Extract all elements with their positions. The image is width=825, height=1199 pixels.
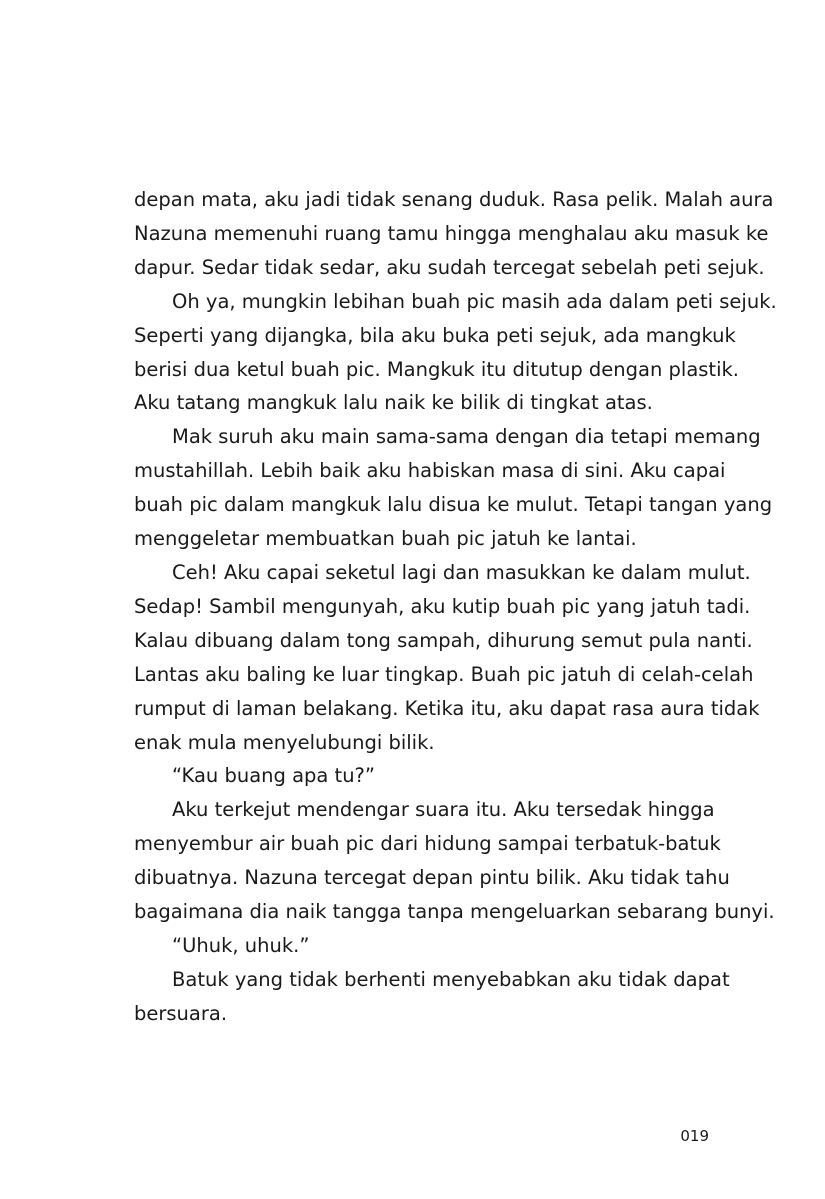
text-line: “Kau buang apa tu?” — [172, 764, 376, 788]
text-line: Aku tatang mangkuk lalu naik ke bilik di tingkat atas. — [134, 391, 653, 415]
text-line: menyembur air buah pic dari hidung sampai terbatuk-batuk — [134, 832, 721, 856]
text-line: Oh ya, mungkin lebihan buah pic masih ada dalam peti sejuk. — [172, 289, 777, 313]
body-text — [134, 183, 777, 1031]
text-line: buah pic dalam mangkuk lalu disua ke mulut. Tetapi tangan yang — [134, 493, 773, 517]
text-line: Aku terkejut mendengar suara itu. Aku tersedak hingga — [172, 798, 715, 822]
paragraph-3 — [134, 420, 773, 556]
text-line: dibuatnya. Nazuna tercegat depan pintu bilik. Aku tidak tahu — [134, 866, 730, 890]
text-line: berisi dua ketul buah pic. Mangkuk itu ditutup dengan plastik. — [134, 357, 739, 381]
text-line: enak mula menyelubungi bilik. — [134, 730, 435, 754]
paragraph-6 — [134, 793, 775, 929]
text-line: Kalau dibuang dalam tong sampah, dihurung semut pula nanti. — [134, 628, 753, 652]
paragraph-7-dialogue — [134, 929, 712, 963]
text-line: Seperti yang dijangka, bila aku buka peti sejuk, ada mangkuk — [134, 323, 736, 347]
text-line: menggeletar membuatkan buah pic jatuh ke lantai. — [134, 527, 637, 551]
paragraph-5-dialogue — [134, 759, 712, 793]
text-line: Nazuna memenuhi ruang tamu hingga menghalau aku masuk ke — [134, 221, 769, 245]
page-number: 019 — [680, 1127, 709, 1145]
text-line: Lantas aku baling ke luar tingkap. Buah pic jatuh di celah-celah — [134, 662, 754, 686]
text-line: Mak suruh aku main sama-sama dengan dia tetapi memang — [172, 425, 761, 449]
paragraph-2 — [134, 285, 777, 421]
paragraph-8 — [134, 963, 730, 1031]
text-line: rumput di laman belakang. Ketika itu, aku dapat rasa aura tidak — [134, 696, 760, 720]
text-line: dapur. Sedar tidak sedar, aku sudah tercegat sebelah peti sejuk. — [134, 255, 765, 279]
text-line: bersuara. — [134, 1001, 228, 1025]
paragraph-4 — [134, 556, 760, 759]
text-line: Sedap! Sambil mengunyah, aku kutip buah pic yang jatuh tadi. — [134, 594, 751, 618]
paragraph-1 — [134, 183, 774, 285]
text-line: depan mata, aku jadi tidak senang duduk. Rasa pelik. Malah aura — [134, 188, 774, 211]
text-line: bagaimana dia naik tangga tanpa mengeluarkan sebarang bunyi. — [134, 900, 775, 924]
text-line: Ceh! Aku capai seketul lagi dan masukkan ke dalam mulut. — [172, 560, 751, 584]
text-line: “Uhuk, uhuk.” — [172, 933, 310, 957]
text-line: Batuk yang tidak berhenti menyebabkan aku tidak dapat — [172, 967, 730, 991]
text-line: mustahillah. Lebih baik aku habiskan masa di sini. Aku capai — [134, 459, 726, 483]
